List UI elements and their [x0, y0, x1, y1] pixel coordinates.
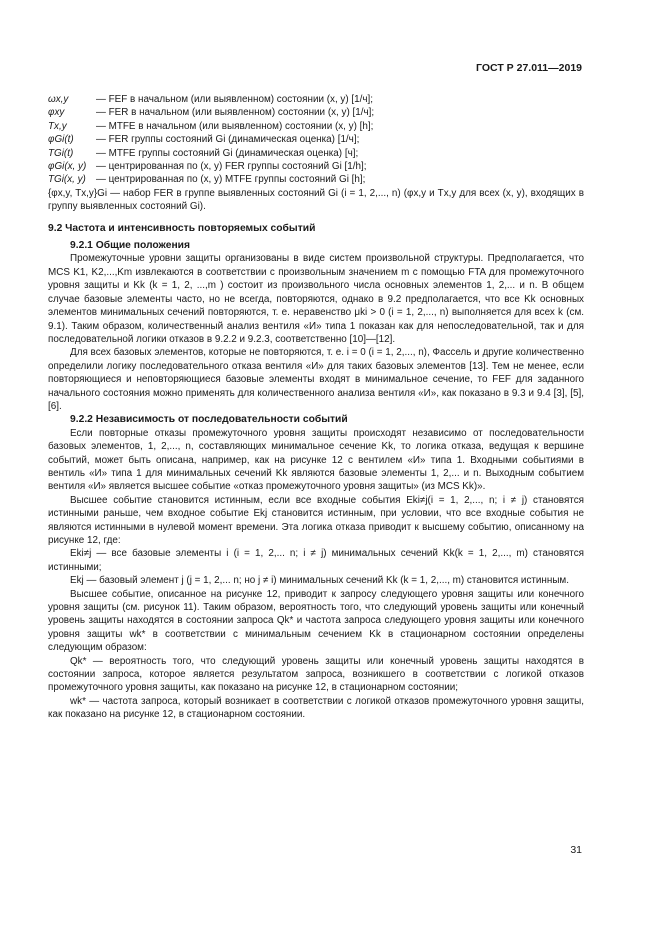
paragraph: Высшее событие, описанное на рисунке 12, приводит к запросу следующего уровня защиты или конечного уровня защиты (см. рисунок 11). Таким образом, вероятность того, что следующий уровень защиты или конечный уровень защиты находятся в состоянии запроса Qk* и частота запроса следующего уровня защиты или конечного уровня защиты wk* в соответствии с минимальным сечением Kk в стационарном состоянии определены следующим образом: [48, 588, 584, 654]
definition-text: — FER в начальном (или выявленном) состоянии (x, y) [1/ч]; [96, 107, 375, 119]
paragraph: Ekj — базовый элемент j (j = 1, 2,... n; но j ≠ i) минимальных сечений Kk (k = 1, 2,..., m) становится истинным. [70, 575, 569, 587]
definition-symbol: TGi(x, y) [48, 174, 86, 186]
subsection-heading-general: 9.2.1 Общие положения [70, 240, 190, 252]
definition-row [48, 147, 584, 160]
document-body [48, 93, 584, 722]
definitions-list [48, 93, 584, 214]
paragraph: Для всех базовых элементов, которые не повторяются, т. е. i = 0 (i = 1, 2,..., n), Фассель и другие количественно определили логику последовательного отказа вентиля «И» для таких базовых элементов [13]. Тем не менее, если повторяющиеся и неповторяющиеся базовые элементы входят в минимальное сечение, то FEF для заданного начального состояния можно применять для количественного анализа вентиля «И», как показано в 9.3 и 9.4 [3], [5], [6]. [48, 347, 584, 412]
definition-symbol: ωx,y [48, 94, 69, 105]
document-header: ГОСТ Р 27.011—2019 [476, 62, 582, 74]
subsection-heading-independence: 9.2.2 Независимость от последовательности событий [70, 414, 348, 426]
paragraph: Высшее событие становится истинным, если все входные события Eki≠j(i = 1, 2,..., n; i ≠ j) становятся истинными раньше, чем входное событие Ekj становится истинным, при условии, что все входные события не являются истинными в нулевой момент времени. Эта логика отказа приводит к высшему событию, описанному на рисунке 12, где: [48, 494, 584, 546]
definition-symbol: φxy [48, 107, 65, 119]
definition-symbol: φGi(x, y) [48, 161, 87, 173]
definition-row [48, 133, 584, 146]
paragraph: Qk* — вероятность того, что следующий уровень защиты или конечный уровень защиты находятся в состоянии запроса, которое является результатом запроса, возникшего в соответствии с логикой отказов промежуточного уровня защиты, как показано на рисунке 12, в стационарном состоянии; [48, 655, 584, 694]
paragraph: Eki≠j — все базовые элементы i (i = 1, 2,... n; i ≠ j) минимальных сечений Kk(k = 1, 2,..., m) становятся истинными; [48, 548, 584, 573]
paragraph: Промежуточные уровни защиты организованы в виде систем произвольной структуры. Предполагается, что MCS K1, K2,...,Km извлекаются в соответствии с произвольным значением m с помощью FTA для промежуточного уровня защиты и Kk (k = 1, 2, ...,m ) состоит из произвольного числа основных элементов 1, 2,... и n. В общем случае базовые элементы часто, но не всегда, повторяются, однако в 9.2 предполагается, что все Kk основных элементов минимальных сечений повторяются, т. е. неравенство μki > 0 (i = 1, 2,..., n) выполняется для всех k (см. 9.1). Таким образом, количественный анализ вентиля «И» типа 1 показан как для непоследовательной, так и для последовательной логики отказов в 9.2.2 и 9.2.3, соответственно [10]—[12]. [48, 253, 584, 345]
paragraph: Если повторные отказы промежуточного уровня защиты происходят независимо от последовательности базовых элементов, 1, 2,..., n, составляющих минимальное сечение Kk, то логика отказа, ведущая к вершине событий, может быть описана, например, как на рисунке 12 с вентилем «И» типа 1. Входными событиями в вентиль «И» типа 1 для минимальных сечений Kk являются базовые элементы 1, 2,... и n. Выходным событием вентиля «И» является высшее событие «отказ промежуточного уровня защиты» (из MCS Kk)». [48, 427, 584, 493]
definition-symbol: TGi(t) [48, 147, 74, 159]
definition-text: — центрированная по (x, y) FER группы состояний Gi [1/h]; [96, 161, 367, 173]
definition-row [48, 160, 584, 173]
section-heading: 9.2 Частота и интенсивность повторяемых событий [48, 222, 316, 234]
definition-text: — FER группы состояний Gi (динамическая оценка) [1/ч]; [96, 134, 360, 146]
definition-row [48, 120, 584, 133]
definition-text: — MTFE группы состояний Gi (динамическая оценка) [ч]; [96, 147, 359, 159]
paragraph: wk* — частота запроса, который возникает в соответствии с логикой отказов промежуточного уровня защиты, как показано на рисунке 12, в стационарном состоянии. [48, 695, 584, 721]
definition-row [48, 93, 584, 106]
page-number: 31 [570, 844, 582, 856]
definition-text: — центрированная по (x, y) MTFE группы состояний Gi [h]; [96, 174, 366, 186]
definition-text: — MTFE в начальном (или выявленном) состоянии (x, y) [h]; [96, 120, 374, 132]
definition-text: — FEF в начальном (или выявленном) состоянии (x, y) [1/ч]; [96, 94, 374, 105]
definition-row [48, 173, 584, 186]
definition-symbol: φGi(t) [48, 134, 74, 146]
definition-row [48, 106, 584, 119]
definition-symbol: Tx,y [48, 120, 67, 132]
definition-last: {φx,y, Tx,y}Gi — набор FER в группе выявленных состояний Gi (i = 1, 2,..., n) (φx,y и Tx,y для всех (x, y), входящих в группу выявленных состояний Gi). [48, 187, 584, 213]
